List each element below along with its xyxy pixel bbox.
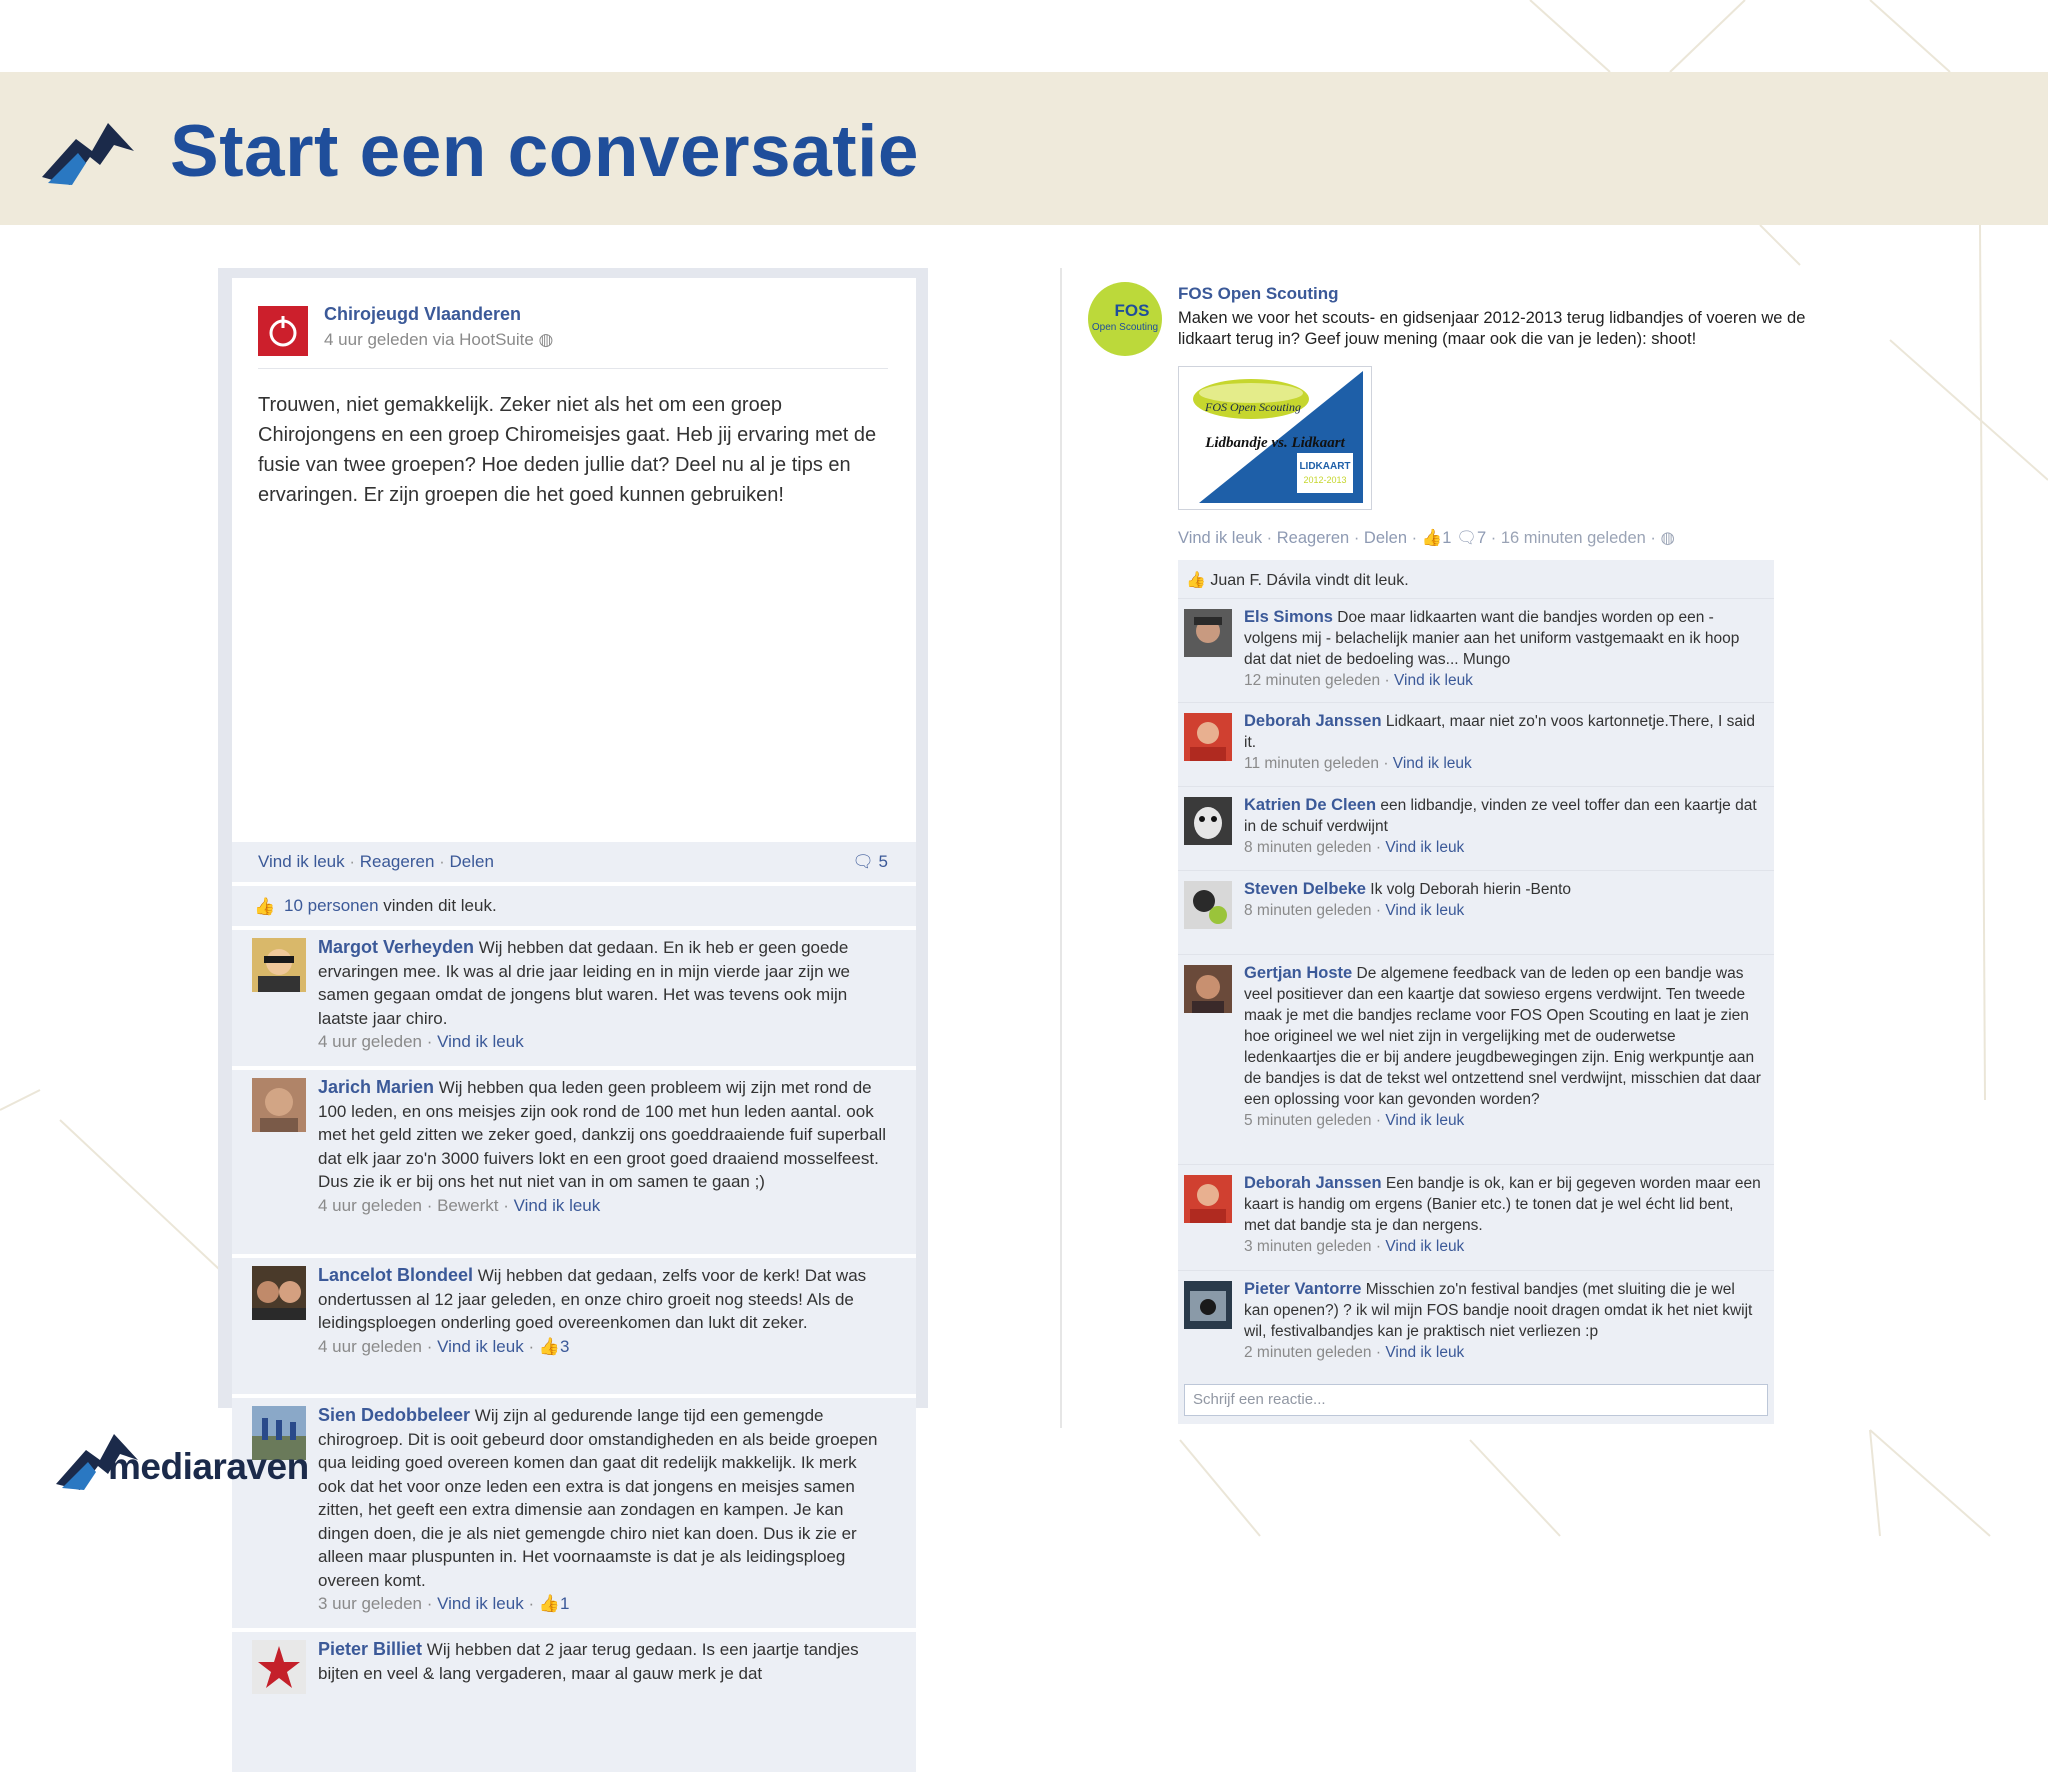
comment-meta: 3 minuten geleden · Vind ik leuk: [1244, 1238, 1465, 1255]
brand-name: mediaraven: [108, 1446, 309, 1487]
comment-body: [318, 1076, 888, 1217]
post-time: 16 minuten geleden: [1500, 529, 1646, 547]
fos-logo-subtext: Open Scouting: [1091, 322, 1159, 333]
avatar[interactable]: [1184, 881, 1232, 929]
comment-count-value: 5: [878, 852, 888, 871]
comment-steven: [1178, 870, 1774, 951]
comment-body: [1244, 711, 1762, 774]
comment-like-link[interactable]: Vind ik leuk: [437, 1594, 524, 1613]
image-card-year: 2012-2013: [1303, 475, 1347, 485]
comment-body: [318, 1638, 888, 1685]
post-meta-text: 4 uur geleden via HootSuite: [324, 330, 534, 349]
raven-logo-icon: [42, 117, 134, 185]
likes-suffix: vinden dit leuk.: [383, 896, 497, 915]
commenter-name[interactable]: Steven Delbeke: [1244, 880, 1366, 898]
comment-time: 3 minuten geleden: [1244, 1238, 1372, 1255]
comment-like-link[interactable]: Vind ik leuk: [437, 1336, 524, 1356]
comment-body: [1244, 963, 1762, 1131]
comment-time: 8 minuten geleden: [1244, 839, 1372, 856]
comment-meta: 12 minuten geleden · Vind ik leuk: [1244, 672, 1473, 689]
avatar[interactable]: [1184, 965, 1232, 1013]
comment-link[interactable]: Reageren: [359, 852, 435, 871]
avatar[interactable]: [252, 938, 306, 992]
likes-summary: [232, 886, 916, 926]
share-link[interactable]: Delen: [449, 852, 494, 871]
comment-time: 4 uur geleden: [318, 1195, 422, 1215]
like-link[interactable]: Vind ik leuk: [258, 852, 345, 871]
comment-body: [318, 1404, 888, 1616]
avatar[interactable]: [1184, 797, 1232, 845]
comment-meta: 2 minuten geleden · Vind ik leuk: [1244, 1344, 1465, 1361]
thumbs-up-icon: 👍: [1186, 572, 1206, 589]
commenter-name[interactable]: Margot Verheyden: [318, 937, 475, 957]
comment-text: Wij hebben dat gedaan. En ik heb er geen goede ervaringen mee. Ik was al drie jaar leiding en in mijn vierde jaar zijn we samen gegaan omdat de jongens blut waren. Het was tevens ook mijn laatste jaar chiro.: [318, 938, 850, 1028]
comment-like-link[interactable]: Vind ik leuk: [1393, 672, 1473, 689]
comment-text: Een bandje is ok, kan er bij gegeven worden maar een kaart is handig om ergens (Banier etc.) te tonen dat je wel écht lid bent, met dat bandje sta je dan nergens.: [1244, 1175, 1761, 1234]
comment-text: Wij hebben qua leden geen probleem wij zijn met rond de 100 leden, en ons meisjes zijn ook rond de 100 met hun leden aantal. ook met het geld zitten we zeker goed, dankzij ons goeddraaiende fuif superball dat elk jaar zo'n 3000 fuivers lokt en een groot goed draaiend mosselfeest. Dus zie ik er bij ons het nut niet van in om samen te gaan ;): [318, 1078, 886, 1191]
avatar[interactable]: [1184, 1175, 1232, 1223]
comment-katrien: [1178, 786, 1774, 867]
comment-meta: 5 minuten geleden · Vind ik leuk: [1244, 1112, 1465, 1129]
liked-by-row: [1186, 570, 1409, 590]
image-band-text: FOS Open Scouting: [1205, 400, 1301, 414]
post-action-bar: Vind ik leuk · Reageren · Delen 🗨 5: [232, 842, 916, 882]
post-author-link[interactable]: FOS Open Scouting: [1178, 284, 1339, 303]
thumbs-up-icon: 👍: [538, 1336, 561, 1356]
comment-meta: 4 uur geleden · Vind ik leuk · 👍3: [318, 1336, 570, 1356]
comment-text: Wij hebben dat 2 jaar terug gedaan. Is een jaartje tandjes bijten en veel & lang vergaderen, maar al gauw merk je dat: [318, 1640, 859, 1683]
avatar[interactable]: [252, 1640, 306, 1694]
comment-text: Misschien zo'n festival bandjes (met sluiting die je wel kan openen?) ? ik wil mijn FOS bandje nooit dragen omdat ik het niet kwijt wil, festivalbandjes kan je praktisch niet verliezen :p: [1244, 1281, 1753, 1340]
comment-body: [1244, 1279, 1762, 1363]
post-author-link[interactable]: Chirojeugd Vlaanderen: [324, 304, 522, 324]
commenter-name[interactable]: Jarich Marien: [318, 1077, 435, 1097]
globe-icon: ◍: [538, 330, 554, 349]
comment-body: [318, 1264, 888, 1358]
comment-body: [1244, 1173, 1762, 1257]
comment-deborah-2: [1178, 1164, 1774, 1265]
avatar[interactable]: [1184, 713, 1232, 761]
comment-time: 4 uur geleden: [318, 1336, 422, 1356]
comment-like-link[interactable]: Vind ik leuk: [1385, 902, 1465, 919]
comment-time: 5 minuten geleden: [1244, 1112, 1372, 1129]
comment-count[interactable]: [852, 852, 888, 872]
write-comment-input[interactable]: [1184, 1384, 1768, 1416]
comment-margot: [232, 930, 916, 1066]
commenter-name[interactable]: Katrien De Cleen: [1244, 796, 1377, 814]
post-image[interactable]: [1178, 366, 1372, 510]
comment-like-link[interactable]: Vind ik leuk: [1392, 755, 1472, 772]
comment-like-link[interactable]: Vind ik leuk: [1385, 1238, 1465, 1255]
comment-text: Doe maar lidkaarten want die bandjes worden op een - volgens mij - belachelijk manier aan het uniform vastgemaakt en ik hoop dat dat niet de bedoeling was... Mungo: [1244, 609, 1740, 668]
comment-meta: 11 minuten geleden · Vind ik leuk: [1244, 755, 1472, 772]
comment-meta: 8 minuten geleden · Vind ik leuk: [1244, 839, 1465, 856]
avatar[interactable]: [252, 1266, 306, 1320]
comment-meta: 4 uur geleden · Vind ik leuk: [318, 1032, 524, 1051]
post-header: [258, 300, 888, 369]
post-text: Maken we voor het scouts- en gidsenjaar 2012-2013 terug lidbandjes of voeren we de lidkaart terug in? Geef jouw mening (maar ook die van je leden): shoot!: [1178, 309, 1806, 348]
commenter-name[interactable]: Pieter Billiet: [318, 1639, 423, 1659]
comment-like-link[interactable]: Vind ik leuk: [437, 1032, 524, 1051]
comment-like-link[interactable]: Vind ik leuk: [1385, 1344, 1465, 1361]
comment-body: [1244, 795, 1762, 858]
like-link[interactable]: Vind ik leuk: [1178, 529, 1263, 547]
comment-gertjan: [1178, 954, 1774, 1155]
commenter-name[interactable]: Pieter Vantorre: [1244, 1280, 1362, 1298]
column-divider: [1060, 268, 1062, 1428]
fos-logo-text: FOS: [1114, 301, 1150, 320]
liked-by-text[interactable]: Juan F. Dávila vindt dit leuk.: [1210, 572, 1409, 589]
thumbs-up-icon: 👍: [1421, 529, 1443, 547]
comment-body: [318, 936, 888, 1054]
likes-people-link[interactable]: 10 personen: [284, 896, 379, 915]
post-text: Trouwen, niet gemakkelijk. Zeker niet als het om een groep Chirojongens en een groep Chiromeisjes gaat. Heb jij ervaring met de fusie van twee groepen? Hoe deden jullie dat? Deel nu al je tips en ervaringen. Er zijn groepen die het goed kunnen gebruiken!: [258, 394, 877, 506]
comment-like-link[interactable]: Vind ik leuk: [1385, 1112, 1465, 1129]
comment-link[interactable]: Reageren: [1276, 529, 1350, 547]
comment-text: Wij zijn al gedurende lange tijd een gemengde chirogroep. Dit is ooit gebeurd door omstandigheden en als beide groepen qua leiding goed overeen komen dan gaat dit redelijk makkelijk. Ik merk ook dat het voor onze leden een extra is dat jongens en meisjes samen zitten, het geeft een extra dimensie aan zondagen en kampen. Je kan dingen doen, die je als niet gemengde chiro niet kan doen. Dus ik zie er alleen maar pluspunten in. Het voornaamste is dat je als leidingsploeg overeen komt.: [318, 1406, 878, 1590]
commenter-name[interactable]: Sien Dedobbeleer: [318, 1405, 471, 1425]
commenter-name[interactable]: Lancelot Blondeel: [318, 1265, 474, 1285]
write-comment-placeholder: Schrijf een reactie...: [1193, 1391, 1326, 1408]
comment-text: De algemene feedback van de leden op een bandje was veel positiever dan een kaartje dat sowieso ergens verdwijnt. Ten tweede maak je met die bandjes reclame voor FOS Open Scouting en laat je zien hoe origineel we wel niet zijn in vergelijking met de ouderwetse ledenkaartjes die er bij andere jeugdbewegingen zijn. Enig werkpuntje aan de bandjes is dat de tekst wel ontzettend snel verdwijnt, misschien dat daar een oplossing voor kan gevonden worden?: [1244, 965, 1761, 1108]
commenter-name[interactable]: Els Simons: [1244, 608, 1333, 626]
comment-text: een lidbandje, vinden ze veel toffer dan een kaartje dat in de schuif verdwijnt: [1244, 797, 1757, 835]
comment-meta: 4 uur geleden · Bewerkt · Vind ik leuk: [318, 1195, 601, 1215]
commenter-name[interactable]: Gertjan Hoste: [1244, 964, 1353, 982]
comment-time: 12 minuten geleden: [1244, 672, 1381, 689]
comment-meta: 8 minuten geleden · Vind ik leuk: [1244, 902, 1465, 919]
comment-thread: [1178, 560, 1774, 1424]
avatar[interactable]: [1184, 609, 1232, 657]
avatar[interactable]: [1184, 1281, 1232, 1329]
fos-logo-icon[interactable]: [1088, 282, 1162, 356]
comment-text: Lidkaart, maar niet zo'n voos kartonnetje.There, I said it.: [1244, 713, 1755, 751]
left-post-card: [232, 278, 916, 1683]
comment-like-link[interactable]: Vind ik leuk: [1385, 839, 1465, 856]
commenter-name[interactable]: Deborah Janssen: [1244, 1174, 1382, 1192]
comment-pieter-vantorre: [1178, 1270, 1774, 1375]
chiro-logo-icon[interactable]: [258, 306, 308, 356]
comment-els: [1178, 598, 1774, 699]
comment-deborah-1: [1178, 702, 1774, 783]
commenter-name[interactable]: Deborah Janssen: [1244, 712, 1382, 730]
comment-time: 3 uur geleden: [318, 1594, 422, 1613]
comment-text: Ik volg Deborah hierin -Bento: [1370, 881, 1572, 898]
image-card-title: LIDKAART: [1299, 461, 1351, 472]
comment-time: 4 uur geleden: [318, 1032, 422, 1051]
image-caption: Lidbandje vs. Lidkaart: [1205, 435, 1345, 451]
comment-text: Wij hebben dat gedaan, zelfs voor de kerk! Dat was ondertussen al 12 jaar geleden, en onze chiro groeit nog steeds! Als de leidingsploegen onderling goed overeenkomen dan lukt dit zeker.: [318, 1266, 867, 1332]
comment-count[interactable]: 7: [1477, 529, 1487, 547]
post-action-bar: Vind ik leuk · Reageren · Delen · 👍1 🗨7 · 16 minuten geleden · ◍: [1178, 529, 1675, 547]
comment-bubble-icon: 🗨: [852, 852, 874, 871]
comment-body: [1244, 607, 1762, 691]
post-meta: [324, 330, 553, 350]
like-count[interactable]: 1: [1442, 529, 1452, 547]
comment-sien: [232, 1398, 916, 1628]
comment-body: [1244, 879, 1762, 921]
comment-meta: 3 uur geleden · Vind ik leuk · 👍1: [318, 1594, 570, 1613]
comment-edited: Bewerkt: [437, 1195, 499, 1215]
comment-time: 8 minuten geleden: [1244, 902, 1372, 919]
comment-bubble-icon: 🗨: [1456, 529, 1477, 547]
thumbs-up-icon: 👍: [254, 897, 276, 916]
comment-like-count[interactable]: 1: [560, 1594, 570, 1613]
comment-time: 11 minuten geleden: [1244, 755, 1380, 772]
left-post-panel: [218, 268, 928, 1683]
slide-title: Start een conversatie: [170, 111, 919, 192]
comment-jarich: [232, 1070, 916, 1254]
comment-lancelot: [232, 1258, 916, 1394]
comment-like-count[interactable]: 3: [560, 1336, 570, 1356]
comment-time: 2 minuten geleden: [1244, 1344, 1372, 1361]
avatar[interactable]: [252, 1078, 306, 1132]
share-link[interactable]: Delen: [1363, 529, 1408, 547]
thumbs-up-icon: 👍: [538, 1594, 561, 1613]
comment-pieter-billiet: [232, 1632, 916, 1772]
comment-like-link[interactable]: Vind ik leuk: [513, 1195, 601, 1215]
globe-icon: ◍: [1660, 529, 1675, 547]
